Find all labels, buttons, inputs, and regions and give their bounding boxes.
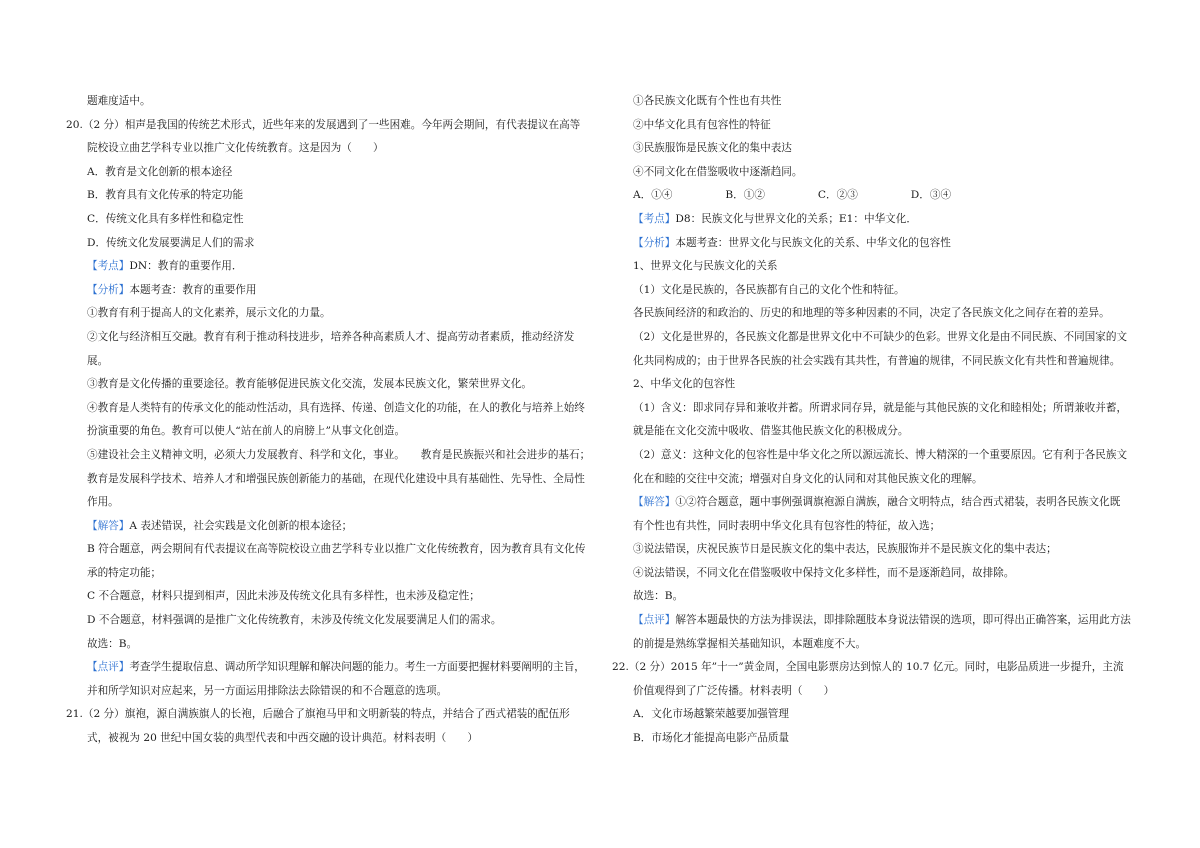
line-text: 并和所学知识对应起来，另一方面运用排除法去除错误的和不合题意的选项。 [87, 684, 448, 697]
line-text: 各民族间经济的和政治的、历史的和地理的等多种因素的不同，决定了各民族文化之间存在着的差异。 [633, 307, 1110, 320]
section-tag: 【分析】 [633, 236, 676, 249]
text-line [612, 703, 1134, 727]
text-line [66, 420, 598, 444]
text-line [612, 609, 1134, 633]
text-line [612, 208, 1134, 232]
line-text: 故选：B。 [633, 590, 684, 603]
line-text: 本题考查：教育的重要作用 [129, 283, 257, 296]
line-text: ④说法错误，不同文化在借鉴吸收中保持文化多样性，而不是逐渐趋同，故排除。 [633, 566, 1015, 579]
line-text: 解答本题最快的方法为排误法，即排除题肢本身说法错误的选项，即可得出正确答案，运用此方法 [675, 614, 1131, 627]
line-text: C 不合题意，材料只提到相声，因此未涉及传统文化具有多样性，也未涉及稳定性； [87, 590, 480, 603]
text-line [612, 302, 1134, 326]
section-tag: 【考点】 [633, 212, 676, 225]
line-text: A 表述错误，社会实践是文化创新的根本途径； [129, 519, 353, 532]
line-text: 化在和睦的交往中交流；增强对自身文化的认同和对其他民族文化的理解。 [633, 472, 983, 485]
line-text: B 符合题意，两会期间有代表提议在高等院校设立曲艺学科专业以推广文化传统教育，因为教育具有文化传 [87, 543, 586, 556]
text-line [66, 680, 598, 704]
text-line [612, 137, 1134, 161]
text-line [612, 373, 1134, 397]
line-text: 考查学生提取信息、调动所学知识理解和解决问题的能力。考生一方面要把握材料要阐明的主旨， [129, 661, 585, 674]
line-text: 20.（2 分）相声是我国的传统艺术形式，近些年来的发展遇到了一些困难。今年两会期间，有代表提议在高等 [66, 118, 581, 131]
line-text: 1、世界文化与民族文化的关系 [633, 260, 778, 273]
text-line [612, 538, 1134, 562]
text-line [66, 633, 598, 657]
text-line [612, 350, 1134, 374]
line-text: 式，被视为 20 世纪中国女装的典型代表和中西交融的设计典范。材料表明（ ） [87, 732, 478, 745]
text-line [66, 703, 598, 727]
line-text: C．传统文化具有多样性和稳定性 [87, 212, 244, 225]
section-tag: 【考点】 [87, 260, 130, 273]
text-line [612, 161, 1134, 185]
line-text: 本题考查：世界文化与民族文化的关系、中华文化的包容性 [675, 236, 951, 249]
line-text: 承的特定功能； [87, 566, 162, 579]
line-text: D 不合题意，材料强调的是推广文化传统教育，未涉及传统文化发展要满足人们的需求。 [87, 614, 502, 627]
line-text: 题难度适中。 [87, 95, 151, 107]
text-line [66, 491, 598, 515]
line-text: （2）文化是世界的，各民族文化都是世界文化中不可缺少的色彩。世界文化是由不同民族、不同国家的文 [633, 330, 1128, 343]
line-text: 2、中华文化的包容性 [633, 378, 736, 391]
left-column [66, 90, 598, 751]
line-text: D8：民族文化与世界文化的关系；E1：中华文化． [675, 212, 917, 225]
text-line [66, 255, 598, 279]
text-line [66, 538, 598, 562]
line-text: D．传统文化发展要满足人们的需求 [87, 236, 255, 249]
line-text: （1）文化是民族的，各民族都有自己的文化个性和特征。 [633, 283, 905, 296]
section-tag: 【解答】 [87, 519, 130, 532]
text-line [612, 255, 1134, 279]
line-text: DN：教育的重要作用． [129, 260, 243, 273]
text-line [66, 279, 598, 303]
text-line [66, 208, 598, 232]
text-line [612, 633, 1134, 657]
line-text: ④教育是人类特有的传承文化的能动性活动，具有选择、传递、创造文化的功能，在人的教化与培养上始终 [87, 401, 585, 414]
line-text: 化共同构成的；由于世界各民族的社会实践有其共性，有普遍的规律，不同民族文化有共性和普遍规律。 [633, 354, 1121, 367]
text-line [66, 444, 598, 468]
text-line [66, 373, 598, 397]
text-line [612, 727, 1134, 751]
text-line [612, 232, 1134, 256]
text-line [612, 515, 1134, 539]
line-text: A．①④ B．①② C．②③ D．③④ [633, 189, 952, 202]
line-text: A．文化市场越繁荣越要加强管理 [633, 708, 789, 721]
text-line [612, 114, 1134, 138]
text-line [612, 397, 1134, 421]
line-text: ③说法错误，庆祝民族节日是民族文化的集中表达，民族服饰并不是民族文化的集中表达； [633, 543, 1057, 556]
text-line [612, 444, 1134, 468]
text-line [612, 656, 1134, 680]
section-tag: 【分析】 [87, 283, 130, 296]
text-line [66, 727, 598, 751]
line-text: B．教育具有文化传承的特定功能 [87, 189, 244, 202]
line-text: 扮演重要的角色。教育可以使人“站在前人的肩膀上”从事文化创造。 [87, 425, 406, 438]
text-line [66, 562, 598, 586]
text-line [66, 656, 598, 680]
line-text: 22.（2 分）2015 年”十一”黄金周，全国电影票房达到惊人的 10.7 亿元。同时，电影品质进一步提升，主流 [612, 661, 1124, 674]
text-line [612, 680, 1134, 704]
line-text: （1）含义：即求同存异和兼收并蓄。所谓求同存异，就是能与其他民族的文化和睦相处；所谓兼收并蓄， [633, 401, 1128, 414]
text-line [66, 184, 598, 208]
line-text: 有个性也有共性，同时表明中华文化具有包容性的特征，故入选； [633, 519, 941, 532]
line-text: ⑤建设社会主义精神文明，必须大力发展教育、科学和文化，事业。 教育是民族振兴和社会进步的基石； [87, 448, 591, 461]
right-column [612, 90, 1134, 751]
text-line [612, 90, 1134, 114]
line-text: ③民族服饰是民族文化的集中表达 [633, 142, 792, 155]
line-text: ③教育是文化传播的重要途径。教育能够促进民族文化交流，发展本民族文化，繁荣世界文化。 [87, 378, 532, 391]
line-text: ②中华文化具有包容性的特征 [633, 118, 771, 131]
section-tag: 【解答】 [633, 496, 676, 509]
text-line [612, 420, 1134, 444]
line-text: 展。 [87, 354, 109, 367]
line-text: 21.（2 分）旗袍，源自满族旗人的长袍，后融合了旗袍马甲和文明新装的特点，并结合了西式裙装的配伍形 [66, 708, 570, 721]
text-line [66, 326, 598, 350]
line-text: 故选：B。 [87, 637, 138, 650]
text-line [612, 491, 1134, 515]
line-text: ①②符合题意，题中事例强调旗袍源自满族，融合文明特点，结合西式裙装，表明各民族文化既 [675, 496, 1121, 509]
text-line [66, 90, 598, 114]
line-text: A．教育是文化创新的根本途径 [87, 165, 233, 178]
text-line [612, 585, 1134, 609]
line-text: ①教育有利于提高人的文化素养，展示文化的力量。 [87, 307, 331, 320]
line-text: B．市场化才能提高电影产品质量 [633, 732, 790, 745]
section-tag: 【点评】 [87, 661, 130, 674]
text-line [612, 279, 1134, 303]
line-text: ①各民族文化既有个性也有共性 [633, 95, 782, 107]
text-line [66, 397, 598, 421]
text-line [66, 161, 598, 185]
text-line [66, 137, 598, 161]
line-text: （2）意义：这种文化的包容性是中华文化之所以源远流长、博大精深的一个重要原因。它有利于各民族文 [633, 448, 1128, 461]
line-text: 的前提是熟练掌握相关基础知识，本题难度不大。 [633, 637, 867, 650]
text-line [66, 302, 598, 326]
line-text: 教育是发展科学技术、培养人才和增强民族创新能力的基础，在现代化建设中具有基础性、先导性、全局性 [87, 472, 585, 485]
text-line [66, 609, 598, 633]
text-line [612, 326, 1134, 350]
text-line [612, 184, 1134, 208]
line-text: ④不同文化在借鉴吸收中逐渐趋同。 [633, 165, 803, 178]
line-text: 作用。 [87, 496, 119, 509]
line-text: 就是能在文化交流中吸收、借鉴其他民族文化的积极成分。 [633, 425, 909, 438]
text-line [612, 468, 1134, 492]
text-line [66, 515, 598, 539]
text-line [66, 585, 598, 609]
text-line [66, 114, 598, 138]
text-line [66, 232, 598, 256]
line-text: 价值观得到了广泛传播。材料表明（ ） [633, 684, 835, 697]
line-text: 院校设立曲艺学科专业以推广文化传统教育。这是因为（ ） [87, 142, 384, 155]
text-line [66, 350, 598, 374]
section-tag: 【点评】 [633, 614, 676, 627]
text-line [66, 468, 598, 492]
text-line [612, 562, 1134, 586]
line-text: ②文化与经济相互交融。教育有利于推动科技进步，培养各种高素质人才、提高劳动者素质，推动经济发 [87, 330, 575, 343]
